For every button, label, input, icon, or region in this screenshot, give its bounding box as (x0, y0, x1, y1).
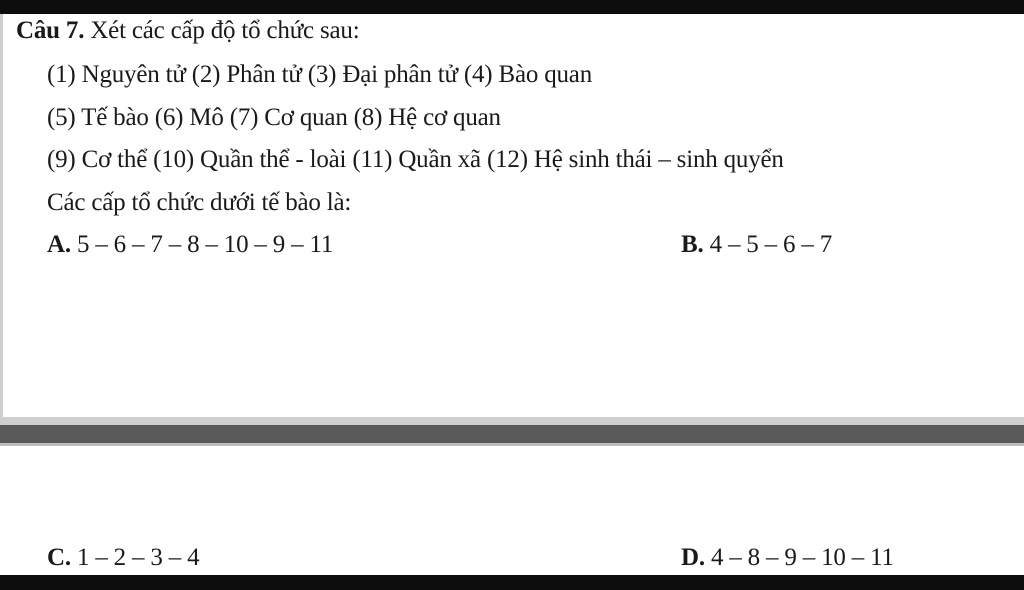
option-b-text: 4 – 5 – 6 – 7 (709, 231, 832, 258)
levels-line-2: (5) Tế bào (6) Mô (7) Cơ quan (8) Hệ cơ quan (47, 104, 501, 131)
page-break-bar (0, 425, 1024, 443)
page-break-edge (0, 443, 1024, 446)
question-prompt: Xét các cấp độ tổ chức sau: (90, 17, 360, 44)
option-a-text: 5 – 6 – 7 – 8 – 10 – 9 – 11 (76, 231, 334, 258)
option-c-label: C. (47, 544, 71, 571)
question-ask: Các cấp tổ chức dưới tế bào là: (47, 189, 352, 216)
option-c (47, 543, 199, 573)
levels-line-1: (1) Nguyên tử (2) Phân tử (3) Đại phân tử (4) Bào quan (47, 61, 592, 88)
option-d-label: D. (681, 544, 705, 571)
option-c-text: 1 – 2 – 3 – 4 (76, 544, 200, 571)
question-number: Câu 7. (16, 17, 85, 44)
option-d (681, 543, 894, 573)
question-header (16, 16, 359, 46)
option-d-text: 4 – 8 – 9 – 10 – 11 (710, 544, 894, 571)
option-a (47, 230, 333, 260)
levels-line-3: (9) Cơ thể (10) Quần thể - loài (11) Quần xã (12) Hệ sinh thái – sinh quyển (47, 146, 784, 173)
option-b (681, 230, 832, 260)
top-border (0, 0, 1024, 14)
page-break-light (0, 417, 1024, 425)
option-b-label: B. (681, 231, 704, 258)
option-a-label: A. (47, 231, 71, 258)
bottom-border (0, 575, 1024, 590)
